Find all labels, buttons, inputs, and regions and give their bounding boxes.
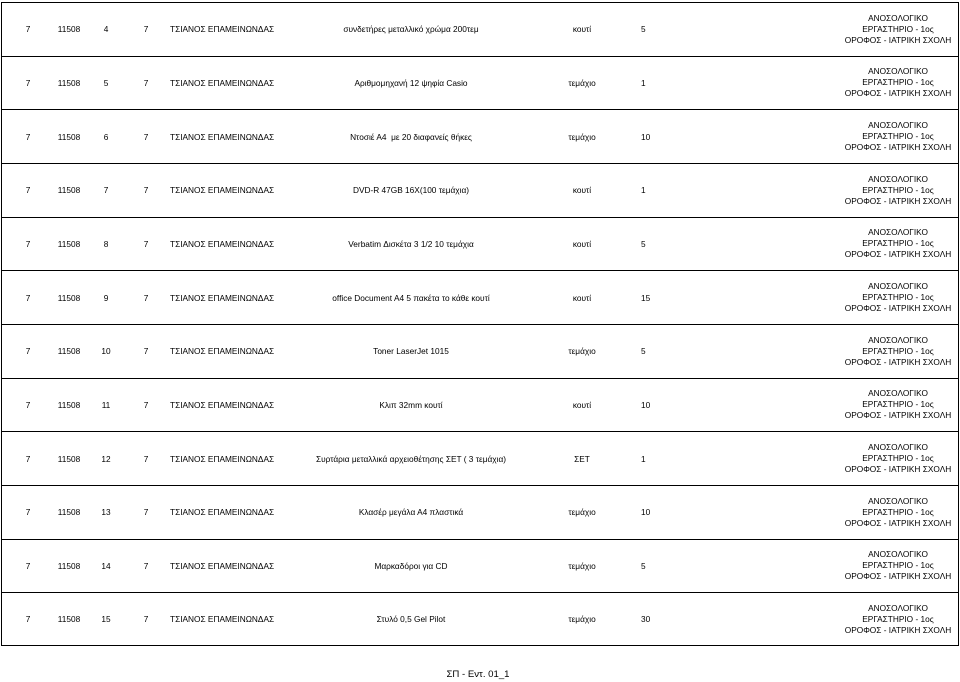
location-line-3: ΟΡΟΦΟΣ - ΙΑΤΡΙΚΗ ΣΧΟΛΗ <box>844 88 952 99</box>
cell-location <box>838 540 958 593</box>
cell-unit: τεμάχιο <box>568 131 596 142</box>
cell-col-a: 7 <box>25 185 31 196</box>
cell-item-no: 8 <box>103 238 109 249</box>
cell-col-d: 7 <box>143 185 149 196</box>
location-line-1: ΑΝΟΣΟΛΟΓΙΚΟ <box>868 495 928 506</box>
location-line-3: ΟΡΟΦΟΣ - ΙΑΤΡΙΚΗ ΣΧΟΛΗ <box>844 303 952 314</box>
location-line-2: ΕΡΓΑΣΤΗΡΙΟ - 1ος <box>862 238 934 249</box>
cell-col-d: 7 <box>143 238 149 249</box>
location-line-3: ΟΡΟΦΟΣ - ΙΑΤΡΙΚΗ ΣΧΟΛΗ <box>844 195 952 206</box>
cell-quantity: 5 <box>641 238 646 249</box>
cell-col-a: 7 <box>25 399 31 410</box>
table-row <box>2 431 958 485</box>
table-row <box>2 217 958 271</box>
location-line-1: ΑΝΟΣΟΛΟΓΙΚΟ <box>868 66 928 77</box>
cell-code: 11508 <box>57 185 81 196</box>
cell-name: ΤΣΙΑΝΟΣ ΕΠΑΜΕΙΝΩΝΔΑΣ <box>170 453 275 464</box>
cell-name: ΤΣΙΑΝΟΣ ΕΠΑΜΕΙΝΩΝΔΑΣ <box>170 346 275 357</box>
location-line-3: ΟΡΟΦΟΣ - ΙΑΤΡΙΚΗ ΣΧΟΛΗ <box>844 249 952 260</box>
location-line-3: ΟΡΟΦΟΣ - ΙΑΤΡΙΚΗ ΣΧΟΛΗ <box>844 142 952 153</box>
cell-col-a: 7 <box>25 77 31 88</box>
cell-code: 11508 <box>57 614 81 625</box>
location-line-3: ΟΡΟΦΟΣ - ΙΑΤΡΙΚΗ ΣΧΟΛΗ <box>844 410 952 421</box>
cell-unit: κουτί <box>572 185 592 196</box>
cell-quantity: 5 <box>641 346 646 357</box>
cell-unit: τεμάχιο <box>568 614 596 625</box>
items-table <box>1 2 959 646</box>
cell-description: Αριθμομηχανή 12 ψηφία Casio <box>354 77 468 88</box>
location-line-1: ΑΝΟΣΟΛΟΓΙΚΟ <box>868 173 928 184</box>
cell-unit: κουτί <box>572 292 592 303</box>
cell-unit: τεμάχιο <box>568 560 596 571</box>
cell-description: Ντοσιέ Α4 με 20 διαφανείς θήκες <box>350 131 472 142</box>
cell-name: ΤΣΙΑΝΟΣ ΕΠΑΜΕΙΝΩΝΔΑΣ <box>170 24 275 35</box>
location-line-2: ΕΡΓΑΣΤΗΡΙΟ - 1ος <box>862 560 934 571</box>
table-row <box>2 592 958 646</box>
cell-col-a: 7 <box>25 292 31 303</box>
cell-description: Συρτάρια μεταλλικά αρχειοθέτησης ΣΕΤ ( 3 τεμάχια) <box>315 453 507 464</box>
page-footer-label: ΣΠ - Εντ. 01_1 <box>446 669 510 680</box>
location-line-3: ΟΡΟΦΟΣ - ΙΑΤΡΙΚΗ ΣΧΟΛΗ <box>844 571 952 582</box>
cell-quantity: 10 <box>641 131 651 142</box>
location-line-3: ΟΡΟΦΟΣ - ΙΑΤΡΙΚΗ ΣΧΟΛΗ <box>844 356 952 367</box>
cell-item-no: 15 <box>101 614 111 625</box>
location-line-1: ΑΝΟΣΟΛΟΓΙΚΟ <box>868 549 928 560</box>
cell-location <box>838 325 958 378</box>
cell-code: 11508 <box>57 238 81 249</box>
cell-col-a: 7 <box>25 614 31 625</box>
cell-description: DVD-R 47GB 16X(100 τεμάχια) <box>352 185 470 196</box>
location-line-2: ΕΡΓΑΣΤΗΡΙΟ - 1ος <box>862 292 934 303</box>
cell-quantity: 10 <box>641 507 651 518</box>
cell-unit: κουτί <box>572 24 592 35</box>
cell-item-no: 10 <box>101 346 111 357</box>
cell-item-no: 9 <box>103 292 109 303</box>
cell-col-d: 7 <box>143 77 149 88</box>
table-row <box>2 324 958 378</box>
location-line-3: ΟΡΟΦΟΣ - ΙΑΤΡΙΚΗ ΣΧΟΛΗ <box>844 464 952 475</box>
cell-col-d: 7 <box>143 507 149 518</box>
cell-quantity: 30 <box>641 614 651 625</box>
table-row <box>2 109 958 163</box>
cell-name: ΤΣΙΑΝΟΣ ΕΠΑΜΕΙΝΩΝΔΑΣ <box>170 560 275 571</box>
location-line-3: ΟΡΟΦΟΣ - ΙΑΤΡΙΚΗ ΣΧΟΛΗ <box>844 624 952 635</box>
table-row <box>2 163 958 217</box>
location-line-1: ΑΝΟΣΟΛΟΓΙΚΟ <box>868 602 928 613</box>
cell-unit: τεμάχιο <box>568 346 596 357</box>
cell-code: 11508 <box>57 292 81 303</box>
table-row <box>2 485 958 539</box>
location-line-1: ΑΝΟΣΟΛΟΓΙΚΟ <box>868 120 928 131</box>
cell-col-a: 7 <box>25 24 31 35</box>
cell-quantity: 1 <box>641 185 646 196</box>
cell-item-no: 4 <box>103 24 109 35</box>
cell-code: 11508 <box>57 399 81 410</box>
cell-col-d: 7 <box>143 560 149 571</box>
cell-item-no: 14 <box>101 560 111 571</box>
location-line-1: ΑΝΟΣΟΛΟΓΙΚΟ <box>868 334 928 345</box>
cell-quantity: 5 <box>641 560 646 571</box>
cell-location <box>838 432 958 485</box>
cell-location <box>838 110 958 163</box>
cell-col-a: 7 <box>25 131 31 142</box>
location-line-3: ΟΡΟΦΟΣ - ΙΑΤΡΙΚΗ ΣΧΟΛΗ <box>844 34 952 45</box>
table-row <box>2 56 958 110</box>
cell-name: ΤΣΙΑΝΟΣ ΕΠΑΜΕΙΝΩΝΔΑΣ <box>170 614 275 625</box>
cell-item-no: 13 <box>101 507 111 518</box>
cell-location <box>838 486 958 539</box>
cell-quantity: 15 <box>641 292 651 303</box>
cell-description: Toner LaserJet 1015 <box>373 346 449 357</box>
cell-unit: κουτί <box>572 399 592 410</box>
cell-code: 11508 <box>57 131 81 142</box>
location-line-2: ΕΡΓΑΣΤΗΡΙΟ - 1ος <box>862 77 934 88</box>
cell-unit: τεμάχιο <box>568 507 596 518</box>
location-line-2: ΕΡΓΑΣΤΗΡΙΟ - 1ος <box>862 345 934 356</box>
cell-unit: κουτί <box>572 238 592 249</box>
cell-col-d: 7 <box>143 399 149 410</box>
cell-name: ΤΣΙΑΝΟΣ ΕΠΑΜΕΙΝΩΝΔΑΣ <box>170 507 275 518</box>
cell-location <box>838 379 958 432</box>
table-row <box>2 539 958 593</box>
cell-location <box>838 164 958 217</box>
cell-name: ΤΣΙΑΝΟΣ ΕΠΑΜΕΙΝΩΝΔΑΣ <box>170 238 275 249</box>
cell-unit: ΣΕΤ <box>574 453 590 464</box>
cell-quantity: 1 <box>641 77 646 88</box>
cell-col-d: 7 <box>143 24 149 35</box>
cell-name: ΤΣΙΑΝΟΣ ΕΠΑΜΕΙΝΩΝΔΑΣ <box>170 292 275 303</box>
cell-col-a: 7 <box>25 507 31 518</box>
cell-col-a: 7 <box>25 453 31 464</box>
table-row <box>2 378 958 432</box>
cell-name: ΤΣΙΑΝΟΣ ΕΠΑΜΕΙΝΩΝΔΑΣ <box>170 185 275 196</box>
location-line-2: ΕΡΓΑΣΤΗΡΙΟ - 1ος <box>862 506 934 517</box>
cell-location <box>838 593 958 645</box>
cell-col-d: 7 <box>143 614 149 625</box>
cell-item-no: 5 <box>103 77 109 88</box>
cell-item-no: 6 <box>103 131 109 142</box>
cell-code: 11508 <box>57 507 81 518</box>
cell-code: 11508 <box>57 560 81 571</box>
cell-location <box>838 3 958 56</box>
table-row <box>2 270 958 324</box>
location-line-2: ΕΡΓΑΣΤΗΡΙΟ - 1ος <box>862 131 934 142</box>
location-line-1: ΑΝΟΣΟΛΟΓΙΚΟ <box>868 388 928 399</box>
cell-quantity: 10 <box>641 399 651 410</box>
location-line-2: ΕΡΓΑΣΤΗΡΙΟ - 1ος <box>862 184 934 195</box>
cell-col-a: 7 <box>25 560 31 571</box>
cell-unit: τεμάχιο <box>568 77 596 88</box>
location-line-2: ΕΡΓΑΣΤΗΡΙΟ - 1ος <box>862 23 934 34</box>
cell-code: 11508 <box>57 77 81 88</box>
cell-description: συνδετήρες μεταλλικό χρώμα 200τεμ <box>343 24 479 35</box>
table-row <box>2 2 958 56</box>
cell-quantity: 5 <box>641 24 646 35</box>
cell-item-no: 11 <box>101 399 111 410</box>
cell-description: Κλασέρ μεγάλα Α4 πλαστικά <box>358 507 464 518</box>
cell-description: Μαρκαδόροι για CD <box>374 560 448 571</box>
cell-location <box>838 57 958 110</box>
location-line-3: ΟΡΟΦΟΣ - ΙΑΤΡΙΚΗ ΣΧΟΛΗ <box>844 517 952 528</box>
cell-col-a: 7 <box>25 238 31 249</box>
cell-col-d: 7 <box>143 453 149 464</box>
location-line-2: ΕΡΓΑΣΤΗΡΙΟ - 1ος <box>862 399 934 410</box>
location-line-2: ΕΡΓΑΣΤΗΡΙΟ - 1ος <box>862 453 934 464</box>
cell-code: 11508 <box>57 24 81 35</box>
cell-quantity: 1 <box>641 453 646 464</box>
location-line-1: ΑΝΟΣΟΛΟΓΙΚΟ <box>868 442 928 453</box>
cell-col-a: 7 <box>25 346 31 357</box>
location-line-1: ΑΝΟΣΟΛΟΓΙΚΟ <box>868 12 928 23</box>
location-line-1: ΑΝΟΣΟΛΟΓΙΚΟ <box>868 227 928 238</box>
cell-col-d: 7 <box>143 346 149 357</box>
cell-col-d: 7 <box>143 292 149 303</box>
cell-col-d: 7 <box>143 131 149 142</box>
cell-name: ΤΣΙΑΝΟΣ ΕΠΑΜΕΙΝΩΝΔΑΣ <box>170 399 275 410</box>
cell-description: Στυλό 0,5 Gel Pilot <box>376 614 446 625</box>
cell-description: Κλιπ 32mm κουτί <box>379 399 443 410</box>
cell-code: 11508 <box>57 346 81 357</box>
cell-item-no: 7 <box>103 185 109 196</box>
location-line-2: ΕΡΓΑΣΤΗΡΙΟ - 1ος <box>862 613 934 624</box>
cell-name: ΤΣΙΑΝΟΣ ΕΠΑΜΕΙΝΩΝΔΑΣ <box>170 77 275 88</box>
cell-code: 11508 <box>57 453 81 464</box>
cell-location <box>838 218 958 271</box>
cell-name: ΤΣΙΑΝΟΣ ΕΠΑΜΕΙΝΩΝΔΑΣ <box>170 131 275 142</box>
cell-item-no: 12 <box>101 453 111 464</box>
cell-location <box>838 271 958 324</box>
cell-description: office Document A4 5 πακέτα το κάθε κουτί <box>332 292 490 303</box>
cell-description: Verbatim Δισκέτα 3 1/2 10 τεμάχια <box>348 238 474 249</box>
location-line-1: ΑΝΟΣΟΛΟΓΙΚΟ <box>868 281 928 292</box>
